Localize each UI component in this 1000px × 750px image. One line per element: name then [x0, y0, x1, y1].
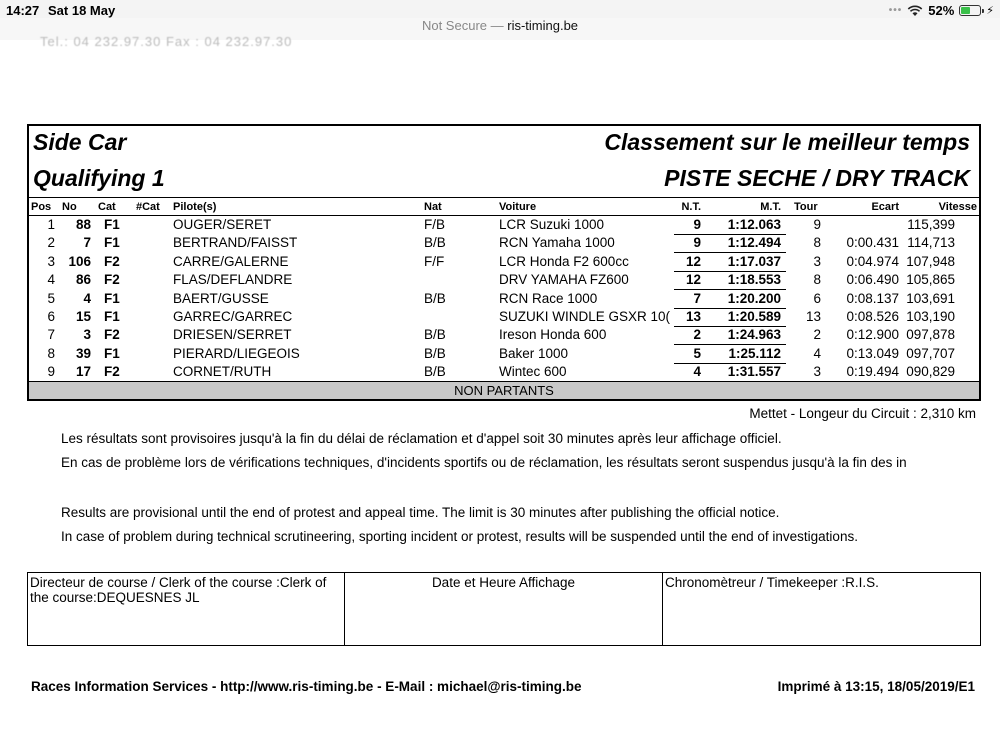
cell-no: 4 — [83, 290, 91, 306]
cell-vitesse: 097,707 — [906, 345, 955, 361]
cell-tour: 6 — [813, 290, 821, 306]
table-row — [29, 346, 979, 364]
cell-pilote: GARREC/GARREC — [173, 309, 293, 324]
cell-nt: 4 — [693, 364, 701, 380]
cell-tour: 3 — [813, 364, 821, 380]
cutoff-header-text: Tel.: 04 232.97.30 Fax : 04 232.97.30 — [40, 34, 293, 49]
cell-nt: 12 — [685, 253, 701, 269]
status-bar — [0, 0, 1000, 20]
table-row — [29, 235, 979, 253]
clerk-cell: Directeur de course / Clerk of the course :Clerk of the course:DEQUESNES JL — [30, 575, 327, 605]
cell-tour: 8 — [813, 235, 821, 251]
cell-no: 15 — [75, 309, 91, 324]
signature-box — [27, 572, 981, 646]
cell-pos: 8 — [47, 345, 55, 361]
col-nat: Nat — [424, 201, 442, 213]
wifi-icon — [907, 5, 923, 17]
cell-no: 39 — [75, 345, 91, 361]
non-partants-bar: NON PARTANTS — [29, 381, 979, 399]
url-host: ris-timing.be — [507, 18, 579, 33]
cell-tour: 3 — [813, 253, 821, 269]
cell-ecart: 0:00.431 — [846, 235, 899, 251]
cell-no: 17 — [75, 364, 91, 380]
table-row — [29, 272, 979, 290]
cell-tour: 4 — [813, 345, 821, 361]
cell-nat: B/B — [424, 364, 446, 380]
table-row — [29, 254, 979, 272]
cell-voiture: Wintec 600 — [499, 364, 567, 380]
cell-no: 3 — [83, 327, 91, 343]
cell-pos: 6 — [47, 309, 55, 324]
cell-ecart: 0:08.526 — [846, 309, 899, 324]
charging-icon: ⚡ — [986, 5, 994, 17]
cell-pos: 7 — [47, 327, 55, 343]
col-no: No — [62, 201, 77, 213]
cell-voiture: RCN Yamaha 1000 — [499, 235, 615, 251]
status-indicators — [889, 3, 994, 18]
cell-cat: F2 — [104, 327, 120, 343]
cell-ecart: 0:06.490 — [846, 272, 899, 288]
cell-nat: F/B — [424, 217, 446, 232]
timekeeper-cell: Chronomètreur / Timekeeper :R.I.S. — [662, 573, 980, 645]
cell-ecart: 0:12.900 — [846, 327, 899, 343]
cell-ecart: 0:08.137 — [846, 290, 899, 306]
cell-pos: 2 — [47, 235, 55, 251]
cell-tour: 13 — [805, 309, 821, 324]
cell-mt: 1:25.112 — [728, 345, 781, 361]
table-row — [29, 291, 979, 309]
status-time: 14:27 — [6, 3, 40, 18]
cell-cat: F2 — [104, 253, 120, 269]
cell-mt: 1:31.557 — [727, 364, 781, 380]
col-nt: N.T. — [681, 201, 701, 213]
cell-no: 88 — [75, 217, 91, 232]
cell-cat: F1 — [104, 309, 120, 324]
cell-mt: 1:20.200 — [727, 290, 781, 306]
cell-ecart: 0:19.494 — [846, 364, 899, 380]
cell-vitesse: 107,948 — [906, 253, 955, 269]
cell-pilote: BAERT/GUSSE — [173, 290, 269, 306]
cell-no: 86 — [75, 272, 91, 288]
cell-voiture: LCR Suzuki 1000 — [499, 217, 605, 232]
cell-nat: B/B — [424, 345, 446, 361]
cell-nt: 12 — [685, 272, 701, 288]
cell-nt: 7 — [693, 290, 701, 306]
cell-mt: 1:18.553 — [727, 272, 781, 288]
note-en-1: Results are provisional until the end of protest and appeal time. The limit is 30 minutes after publishing the official notice. — [61, 505, 780, 520]
col-tour: Tour — [794, 201, 818, 213]
cell-tour: 2 — [813, 327, 821, 343]
battery-percent: 52% — [928, 3, 955, 18]
cell-voiture: Ireson Honda 600 — [499, 327, 607, 343]
header-divider — [29, 215, 979, 216]
cell-voiture: Baker 1000 — [499, 345, 569, 361]
cell-mt: 1:20.589 — [727, 309, 781, 324]
cell-nt: 9 — [693, 235, 701, 251]
cell-pilote: PIERARD/LIEGEOIS — [173, 345, 300, 361]
cell-vitesse: 090,829 — [906, 364, 955, 380]
cell-pos: 4 — [47, 272, 55, 288]
col-mt: M.T. — [760, 201, 781, 213]
session-title: Qualifying 1 — [33, 165, 165, 191]
cell-cat: F2 — [104, 364, 120, 380]
table-row — [29, 217, 979, 235]
cell-cat: F1 — [104, 235, 120, 251]
cell-voiture: RCN Race 1000 — [499, 290, 598, 306]
col-ecart: Ecart — [871, 201, 899, 213]
cell-no: 7 — [83, 235, 91, 251]
cell-ecart: 0:04.974 — [846, 253, 899, 269]
track-condition-title: PISTE SECHE / DRY TRACK — [664, 165, 970, 191]
cell-pilote: FLAS/DEFLANDRE — [173, 272, 293, 288]
cell-vitesse: 103,691 — [906, 290, 955, 306]
security-label: Not Secure — — [421, 18, 508, 33]
note-fr-2: En cas de problème lors de vérifications techniques, d'incidents sportifs ou de réclamation, les résultats seront suspendus jusqu'à la fin des in — [61, 455, 907, 470]
cell-cat: F1 — [104, 290, 120, 306]
cell-pilote: BERTRAND/FAISST — [173, 235, 298, 251]
classification-title: Classement sur le meilleur temps — [604, 129, 970, 155]
race-class-title: Side Car — [33, 129, 127, 155]
note-en-2: In case of problem during technical scrutineering, sporting incident or protest, results will be suspended until the end of investigations. — [61, 529, 858, 544]
cell-mt: 1:12.494 — [727, 235, 781, 251]
signal-dots-icon: ••• — [888, 5, 903, 16]
col-cat: Cat — [98, 201, 116, 213]
cell-tour: 9 — [813, 217, 821, 232]
cell-pilote: CARRE/GALERNE — [173, 253, 289, 269]
footer-contact: Races Information Services - http://www.ris-timing.be - E-Mail : michael@ris-timing.be — [31, 679, 582, 694]
cell-voiture: SUZUKI WINDLE GSXR 10( — [499, 309, 671, 324]
cell-vitesse: 105,865 — [906, 272, 955, 288]
cell-vitesse: 097,878 — [906, 327, 955, 343]
cell-pilote: CORNET/RUTH — [173, 364, 272, 380]
footer-printed: Imprimé à 13:15, 18/05/2019/E1 — [777, 679, 975, 694]
cell-cat: F1 — [104, 345, 120, 361]
cell-cat: F2 — [104, 272, 120, 288]
cell-nat: B/B — [424, 327, 446, 343]
col-vitesse: Vitesse — [938, 201, 977, 213]
cell-ecart: 0:13.049 — [846, 345, 899, 361]
table-row — [29, 364, 979, 382]
cell-tour: 8 — [813, 272, 821, 288]
cell-pos: 3 — [47, 253, 55, 269]
title-divider — [29, 197, 979, 198]
cell-voiture: LCR Honda F2 600cc — [499, 253, 629, 269]
cell-nat: B/B — [424, 235, 446, 251]
cell-pos: 9 — [47, 364, 55, 380]
cell-mt: 1:17.037 — [727, 253, 781, 269]
cell-voiture: DRV YAMAHA FZ600 — [499, 272, 629, 288]
cell-vitesse: 103,190 — [906, 309, 955, 324]
col-hcat: #Cat — [136, 201, 160, 213]
date-display-cell: Date et Heure Affichage — [344, 573, 662, 645]
cell-cat: F1 — [104, 217, 120, 232]
cell-nat: B/B — [424, 290, 446, 306]
table-row — [29, 327, 979, 345]
results-table — [27, 124, 981, 401]
col-voiture: Voiture — [499, 201, 537, 213]
cell-vitesse: 114,713 — [907, 235, 955, 251]
circuit-length: Mettet - Longeur du Circuit : 2,310 km — [749, 406, 976, 421]
cell-pos: 5 — [47, 290, 55, 306]
note-fr-1: Les résultats sont provisoires jusqu'à la fin du délai de réclamation et d'appel soit 30 minutes après leur affichage officiel. — [61, 431, 782, 446]
cell-pilote: OUGER/SERET — [173, 217, 272, 232]
table-row — [29, 309, 979, 327]
col-pos: Pos — [31, 201, 52, 213]
cell-nt: 9 — [693, 217, 701, 232]
cell-nat: F/F — [424, 253, 445, 269]
cell-vitesse: 115,399 — [907, 217, 955, 232]
cell-mt: 1:12.063 — [727, 217, 781, 232]
cell-nt: 5 — [693, 345, 701, 361]
battery-fill — [961, 7, 970, 14]
cell-no: 106 — [68, 253, 91, 269]
col-pilote: Pilote(s) — [173, 201, 217, 213]
battery-icon — [959, 5, 981, 16]
cell-pos: 1 — [47, 217, 55, 232]
cell-pilote: DRIESEN/SERRET — [173, 327, 292, 343]
cell-mt: 1:24.963 — [727, 327, 781, 343]
status-date: Sat 18 May — [48, 3, 116, 18]
cell-nt: 13 — [685, 309, 701, 324]
cell-nt: 2 — [693, 327, 701, 343]
